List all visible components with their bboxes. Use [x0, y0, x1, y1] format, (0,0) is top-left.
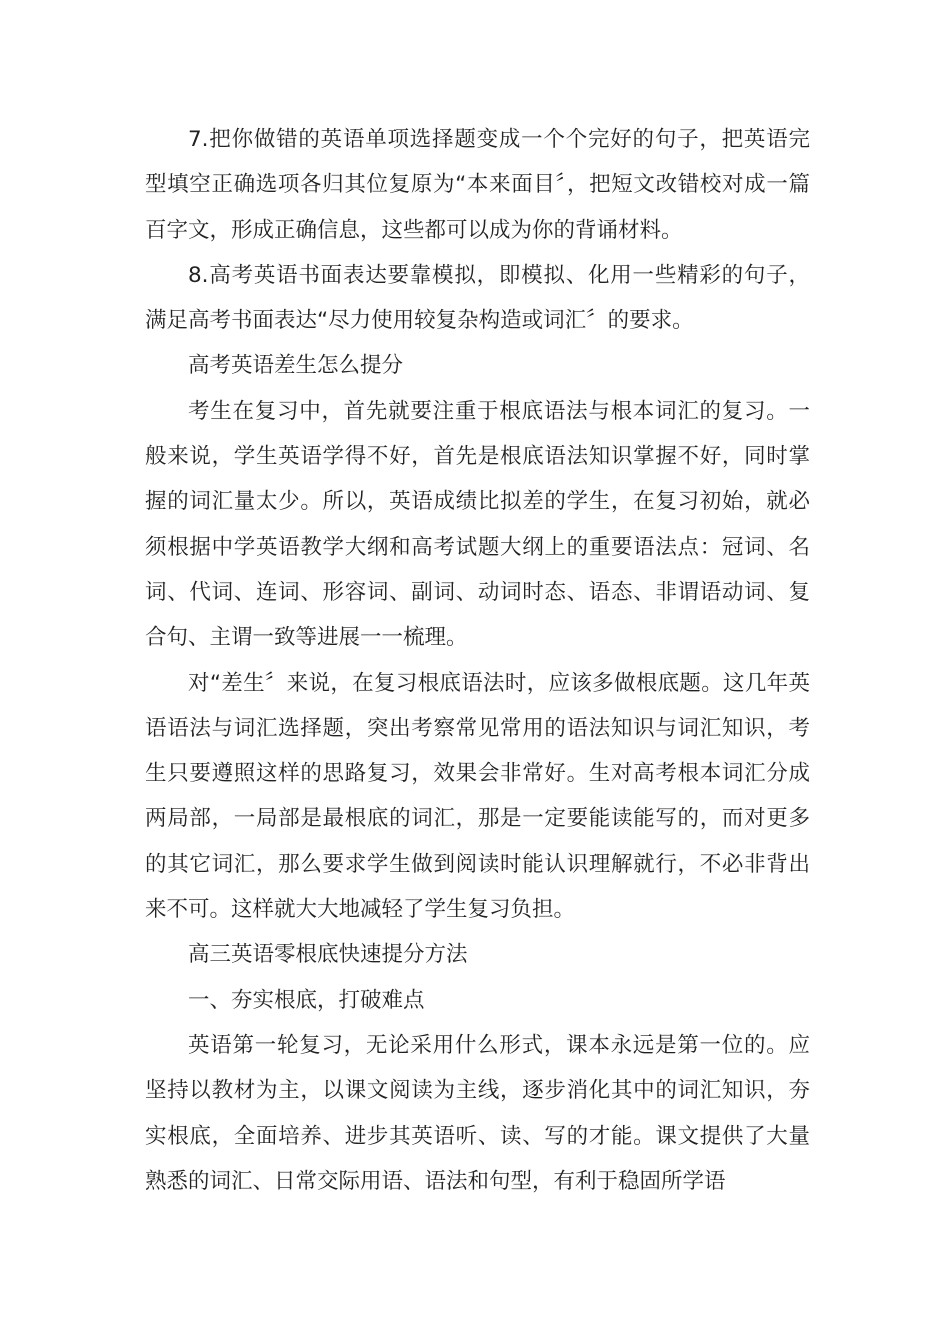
section-heading: 高考英语差生怎么提分	[188, 353, 404, 379]
paragraph: 7.把你做错的英语单项选择题变成一个个完好的句子，把英语完型填空正确选项各归其位复原为“本来面目〞，把短文改错校对成一篇百字文，形成正确信息，这些都可以成为你的背诵材料。	[145, 127, 810, 243]
paragraph: 考生在复习中，首先就要注重于根底语法与根本词汇的复习。一般来说，学生英语学得不好，首先是根底语法知识掌握不好，同时掌握的词汇量太少。所以，英语成绩比拟差的学生，在复习初始，就必须根据中学英语教学大纲和高考试题大纲上的重要语法点：冠词、名词、代词、连词、形容词、副词、动词时态、语态、非谓语动词、复合句、主谓一致等进展一一梳理。	[145, 398, 810, 651]
paragraph: 对“差生〞来说，在复习根底语法时，应该多做根底题。这几年英语语法与词汇选择题，突出考察常见常用的语法知识与词汇知识，考生只要遵照这样的思路复习，效果会非常好。生对高考根本词汇分成两局部，一局部是最根底的词汇，那是一定要能读能写的，而对更多的其它词汇，那么要求学生做到阅读时能认识理解就行，不必非背出来不可。这样就大大地减轻了学生复习负担。	[145, 670, 810, 923]
subsection-heading: 一、夯实根底，打破难点	[188, 987, 425, 1013]
section-heading: 高三英语零根底快速提分方法	[188, 942, 468, 968]
paragraph: 英语第一轮复习，无论采用什么形式，课本永远是第一位的。应坚持以教材为主，以课文阅读为主线，逐步消化其中的词汇知识，夯实根底，全面培养、进步其英语听、读、写的才能。课文提供了大量熟悉的词汇、日常交际用语、语法和句型，有利于稳固所学语	[145, 1032, 810, 1194]
document-body	[145, 117, 810, 1204]
paragraph: 8.高考英语书面表达要靠模拟，即模拟、化用一些精彩的句子，满足高考书面表达“尽力使用较复杂构造或词汇〞的要求。	[145, 262, 810, 334]
